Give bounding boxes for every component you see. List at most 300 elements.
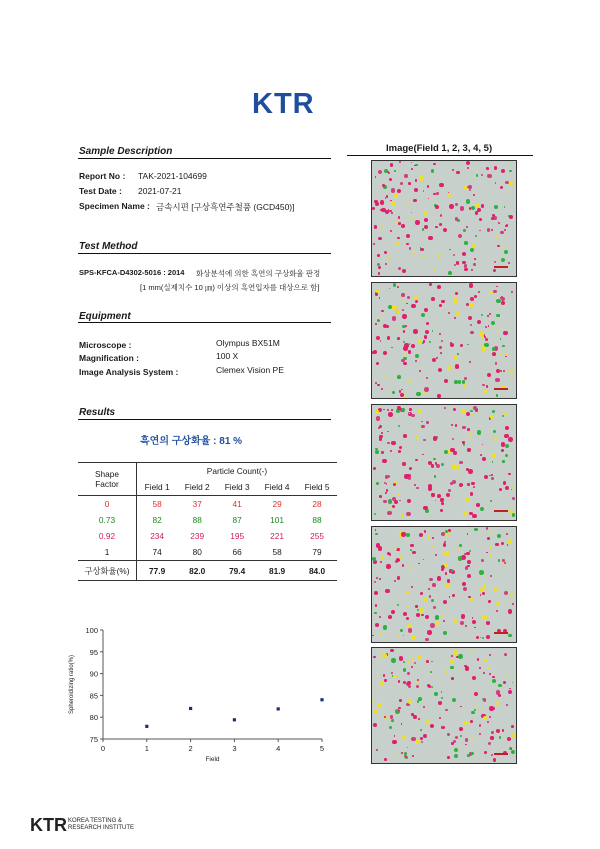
graphite-particle	[499, 353, 501, 355]
graphite-particle	[439, 333, 442, 336]
graphite-particle	[502, 729, 505, 732]
x-tick-label: 5	[319, 744, 325, 753]
graphite-particle	[388, 615, 392, 619]
graphite-particle	[387, 431, 389, 433]
graphite-particle	[489, 716, 491, 718]
x-axis-label: Field	[205, 756, 220, 763]
graphite-particle	[505, 444, 509, 448]
graphite-particle	[489, 706, 493, 710]
graphite-particle	[403, 661, 405, 663]
y-tick-label: 100	[85, 626, 98, 635]
graphite-particle	[403, 434, 407, 438]
graphite-particle	[507, 737, 511, 741]
graphite-particle	[415, 605, 417, 607]
graphite-particle	[439, 717, 441, 719]
graphite-particle	[466, 199, 470, 203]
graphite-particle	[407, 624, 411, 628]
graphite-particle	[489, 531, 491, 533]
graphite-particle	[417, 700, 419, 702]
graphite-particle	[475, 211, 479, 215]
graphite-particle	[376, 577, 378, 579]
graphite-particle	[466, 161, 470, 165]
graphite-particle	[470, 410, 473, 413]
graphite-particle	[483, 409, 485, 411]
graphite-particle	[384, 679, 386, 681]
graphite-particle	[400, 629, 403, 632]
graphite-particle	[417, 655, 422, 660]
graphite-particle	[441, 691, 443, 693]
graphite-particle	[376, 482, 380, 486]
graphite-particle	[399, 500, 401, 502]
method-description: 화상분석에 의한 흑연의 구상화율 판정	[196, 269, 321, 278]
graphite-particle	[421, 741, 423, 743]
graphite-particle	[474, 295, 477, 298]
graphite-particle	[423, 559, 425, 561]
graphite-particle	[452, 464, 456, 468]
graphite-particle	[498, 559, 500, 561]
graphite-particle	[416, 392, 420, 396]
graphite-particle	[429, 578, 433, 582]
graphite-particle	[393, 483, 396, 486]
graphite-particle	[444, 551, 448, 555]
graphite-particle	[427, 630, 432, 635]
graphite-particle	[397, 604, 399, 606]
graphite-particle	[378, 170, 382, 174]
graphite-particle	[469, 283, 474, 288]
graphite-particle	[391, 409, 393, 411]
graphite-particle	[430, 623, 435, 628]
graphite-particle	[448, 271, 452, 275]
graphite-particle	[383, 674, 385, 676]
shape-factor-cell: 0.92	[78, 528, 137, 544]
graphite-particle	[411, 666, 413, 668]
graphite-particle	[421, 425, 425, 429]
ratio-cell: 82.0	[189, 565, 206, 576]
graphite-particle	[508, 539, 512, 543]
field-header: Field 4	[264, 482, 290, 492]
graphite-particle	[486, 635, 490, 639]
graphite-particle	[424, 225, 428, 229]
graphite-particle	[392, 740, 397, 745]
graphite-particle	[375, 176, 377, 178]
graphite-particle	[481, 204, 484, 207]
graphite-particle	[463, 444, 465, 446]
graphite-particle	[441, 568, 444, 571]
graphite-particle	[390, 649, 394, 653]
graphite-particle	[411, 586, 413, 588]
graphite-particle	[392, 505, 395, 508]
graphite-particle	[409, 343, 411, 345]
graphite-particle	[415, 360, 417, 362]
graphite-particle	[409, 247, 411, 249]
graphite-particle	[406, 591, 409, 594]
graphite-particle	[496, 729, 500, 733]
graphite-particle	[397, 576, 401, 580]
x-tick-label: 3	[232, 744, 237, 753]
graphite-particle	[372, 351, 375, 354]
graphite-particle	[409, 467, 413, 471]
graphite-particle	[377, 384, 380, 387]
graphite-particle	[506, 354, 508, 356]
graphite-particle	[484, 751, 487, 754]
graphite-particle	[401, 723, 403, 725]
graphite-particle	[486, 385, 488, 387]
graphite-particle	[395, 754, 397, 756]
graphite-particle	[481, 174, 483, 176]
footer-line2: RESEARCH INSTITUTE	[68, 825, 135, 831]
graphite-particle	[479, 733, 481, 735]
graphite-particle	[506, 533, 508, 535]
graphite-particle	[441, 463, 444, 466]
count-cell: 58	[272, 547, 282, 557]
field-3-micrograph	[371, 404, 517, 521]
graphite-particle	[481, 346, 485, 350]
graphite-particle	[501, 442, 505, 446]
graphite-particle	[450, 666, 453, 669]
graphite-particle	[492, 410, 495, 413]
graphite-particle	[420, 737, 423, 740]
graphite-particle	[424, 335, 427, 338]
graphite-particle	[439, 183, 443, 187]
graphite-particle	[436, 357, 438, 359]
graphite-particle	[418, 718, 420, 720]
graphite-particle	[402, 309, 404, 311]
graphite-particle	[457, 353, 459, 355]
graphite-particle	[490, 736, 494, 740]
report-no-value: TAK-2021-104699	[138, 171, 207, 181]
graphite-particle	[480, 594, 482, 596]
graphite-particle	[491, 321, 495, 325]
field-header: Field 3	[224, 482, 250, 492]
shape-factor-cell: 0	[78, 496, 137, 513]
graphite-particle	[455, 203, 458, 206]
graphite-particle	[472, 244, 476, 248]
image-analysis-label: Image Analysis System :	[79, 367, 179, 377]
graphite-particle	[460, 735, 462, 737]
scale-bar	[494, 266, 508, 268]
graphite-particle	[403, 346, 408, 351]
graphite-particle	[508, 634, 512, 638]
graphite-particle	[401, 224, 405, 228]
graphite-particle	[434, 692, 438, 696]
graphite-particle	[470, 598, 473, 601]
graphite-particle	[443, 543, 446, 546]
graphite-particle	[429, 595, 432, 598]
graphite-particle	[479, 724, 481, 726]
graphite-particle	[512, 682, 514, 684]
graphite-particle	[427, 185, 430, 188]
graphite-particle	[423, 439, 426, 442]
graphite-particle	[463, 229, 467, 233]
graphite-particle	[379, 495, 382, 498]
graphite-particle	[406, 512, 410, 516]
graphite-particle	[445, 670, 448, 673]
graphite-particle	[482, 444, 484, 446]
graphite-particle	[403, 362, 406, 365]
graphite-particle	[435, 554, 438, 557]
graphite-particle	[488, 600, 491, 603]
graphite-particle	[474, 258, 476, 260]
graphite-particle	[461, 555, 466, 560]
graphite-particle	[391, 347, 393, 349]
graphite-particle	[508, 437, 513, 442]
count-cell: 88	[192, 515, 202, 525]
graphite-particle	[511, 750, 516, 755]
graphite-particle	[491, 217, 494, 220]
graphite-particle	[432, 358, 436, 362]
graphite-particle	[380, 632, 383, 635]
y-tick-label: 80	[89, 713, 98, 723]
graphite-particle	[389, 508, 391, 510]
graphite-particle	[470, 492, 473, 495]
graphite-particle	[426, 660, 429, 663]
graphite-particle	[503, 481, 507, 485]
graphite-particle	[372, 207, 375, 210]
graphite-particle	[395, 221, 398, 224]
graphite-particle	[444, 563, 447, 566]
graphite-particle	[394, 735, 396, 737]
graphite-particle	[505, 486, 509, 490]
graphite-particle	[382, 184, 385, 187]
graphite-particle	[480, 454, 482, 456]
graphite-particle	[406, 533, 410, 537]
graphite-particle	[432, 537, 434, 539]
graphite-particle	[391, 212, 393, 214]
graphite-particle	[471, 752, 474, 755]
graphite-particle	[463, 587, 467, 591]
graphite-particle	[413, 715, 417, 719]
graphite-particle	[408, 350, 411, 353]
count-cell: 234	[150, 531, 165, 541]
data-point	[189, 707, 192, 710]
graphite-particle	[418, 409, 422, 413]
graphite-particle	[441, 697, 443, 699]
graphite-particle	[381, 432, 383, 434]
graphite-particle	[402, 314, 406, 318]
graphite-particle	[389, 726, 392, 729]
graphite-particle	[499, 488, 502, 491]
graphite-particle	[425, 330, 429, 334]
graphite-particle	[384, 716, 386, 718]
microscope-value: Olympus BX51M	[216, 338, 280, 348]
graphite-particle	[479, 230, 481, 232]
graphite-particle	[431, 493, 434, 496]
graphite-particle	[402, 736, 405, 739]
graphite-particle	[379, 437, 382, 440]
graphite-particle	[455, 424, 458, 427]
graphite-particle	[408, 381, 410, 383]
graphite-particle	[489, 554, 491, 556]
particle-count-table	[78, 462, 337, 581]
graphite-particle	[403, 668, 407, 672]
graphite-particle	[448, 366, 452, 370]
graphite-particle	[388, 305, 392, 309]
graphite-particle	[398, 680, 400, 682]
graphite-particle	[375, 623, 379, 627]
graphite-particle	[460, 621, 465, 626]
graphite-particle	[414, 296, 418, 300]
graphite-particle	[450, 343, 454, 347]
graphite-particle	[453, 408, 456, 411]
graphite-particle	[374, 710, 378, 714]
graphite-particle	[429, 283, 431, 285]
graphite-particle	[379, 616, 382, 619]
y-tick-label: 95	[89, 647, 98, 657]
x-tick-label: 4	[276, 744, 281, 753]
graphite-particle	[375, 410, 378, 413]
graphite-particle	[409, 408, 412, 411]
graphite-particle	[487, 228, 491, 232]
graphite-particle	[500, 231, 503, 234]
graphite-particle	[483, 672, 485, 674]
shape-factor-header-line2: Factor	[95, 479, 119, 489]
graphite-particle	[409, 567, 412, 570]
field-header: Field 5	[304, 482, 330, 492]
graphite-particle	[511, 291, 513, 293]
graphite-particle	[467, 483, 469, 485]
graphite-particle	[394, 675, 398, 679]
graphite-particle	[512, 513, 516, 517]
graphite-particle	[377, 254, 380, 257]
graphite-particle	[428, 198, 430, 200]
graphite-particle	[473, 406, 477, 410]
graphite-particle	[466, 721, 469, 724]
graphite-particle	[491, 754, 493, 756]
graphite-particle	[479, 218, 482, 221]
graphite-particle	[437, 494, 441, 498]
graphite-particle	[484, 389, 487, 392]
graphite-particle	[383, 351, 387, 355]
graphite-particle	[502, 460, 505, 463]
graphite-particle	[406, 617, 409, 620]
graphite-particle	[382, 226, 384, 228]
count-cell: 41	[232, 499, 242, 509]
graphite-particle	[445, 572, 447, 574]
graphite-particle	[477, 320, 481, 324]
graphite-particle	[432, 330, 434, 332]
graphite-particle	[496, 610, 498, 612]
equipment-title: Equipment	[79, 311, 131, 322]
graphite-particle	[437, 394, 441, 398]
graphite-particle	[387, 336, 391, 340]
graphite-particle	[501, 297, 505, 301]
graphite-particle	[408, 700, 412, 704]
graphite-particle	[398, 216, 401, 219]
graphite-particle	[500, 186, 503, 189]
graphite-particle	[430, 671, 432, 673]
graphite-particle	[460, 344, 463, 347]
graphite-particle	[462, 252, 466, 256]
graphite-particle	[383, 500, 387, 504]
graphite-particle	[391, 202, 395, 206]
graphite-particle	[380, 561, 382, 563]
graphite-particle	[419, 608, 423, 612]
graphite-particle	[408, 182, 411, 185]
graphite-particle	[437, 576, 441, 580]
spheroidizing-headline: 흑연의 구상화율 : 81 %	[140, 436, 243, 447]
graphite-particle	[432, 583, 435, 586]
graphite-particle	[468, 316, 472, 320]
graphite-particle	[440, 352, 442, 354]
graphite-particle	[402, 462, 406, 466]
graphite-particle	[435, 205, 440, 210]
graphite-particle	[444, 379, 448, 383]
graphite-particle	[497, 330, 499, 332]
graphite-particle	[474, 627, 476, 629]
graphite-particle	[378, 266, 381, 269]
graphite-particle	[398, 425, 400, 427]
graphite-particle	[372, 702, 374, 704]
scale-bar	[494, 388, 508, 390]
graphite-particle	[491, 474, 493, 476]
graphite-particle	[504, 434, 508, 438]
graphite-particle	[472, 676, 476, 680]
graphite-particle	[378, 272, 381, 275]
graphite-particle	[415, 179, 417, 181]
graphite-particle	[492, 676, 495, 679]
graphite-particle	[441, 300, 445, 304]
graphite-particle	[387, 258, 389, 260]
graphite-particle	[443, 620, 445, 622]
graphite-particle	[440, 214, 443, 217]
graphite-particle	[508, 181, 513, 186]
scale-bar	[494, 753, 508, 755]
count-cell: 255	[310, 531, 324, 541]
graphite-particle	[487, 537, 490, 540]
graphite-particle	[495, 182, 497, 184]
count-cell: 101	[270, 515, 284, 525]
graphite-particle	[490, 575, 492, 577]
graphite-particle	[484, 475, 488, 479]
graphite-particle	[486, 621, 490, 625]
report-no-label: Report No :	[79, 171, 126, 181]
graphite-particle	[467, 574, 471, 578]
graphite-particle	[415, 354, 419, 358]
graphite-particle	[482, 592, 485, 595]
graphite-particle	[512, 603, 514, 605]
graphite-particle	[407, 499, 411, 503]
graphite-particle	[401, 752, 403, 754]
footer-line1: KOREA TESTING &	[68, 818, 122, 824]
field-5-micrograph	[371, 647, 517, 764]
graphite-particle	[505, 356, 507, 358]
graphite-particle	[491, 453, 495, 457]
graphite-particle	[510, 370, 513, 373]
graphite-particle	[499, 736, 502, 739]
graphite-particle	[439, 223, 442, 226]
graphite-particle	[498, 694, 501, 697]
graphite-particle	[477, 208, 481, 212]
graphite-particle	[447, 756, 450, 759]
graphite-particle	[421, 614, 423, 616]
graphite-particle	[452, 698, 456, 702]
graphite-particle	[477, 658, 480, 661]
graphite-particle	[384, 758, 387, 761]
graphite-particle	[401, 293, 404, 296]
graphite-particle	[428, 236, 433, 241]
graphite-particle	[434, 475, 436, 477]
graphite-particle	[471, 269, 473, 271]
graphite-particle	[467, 428, 470, 431]
graphite-particle	[411, 304, 415, 308]
graphite-particle	[414, 165, 416, 167]
graphite-particle	[396, 310, 401, 315]
graphite-particle	[464, 268, 468, 272]
graphite-particle	[391, 719, 394, 722]
count-cell: 239	[190, 531, 205, 541]
shape-factor-header	[78, 463, 137, 496]
graphite-particle	[504, 591, 508, 595]
